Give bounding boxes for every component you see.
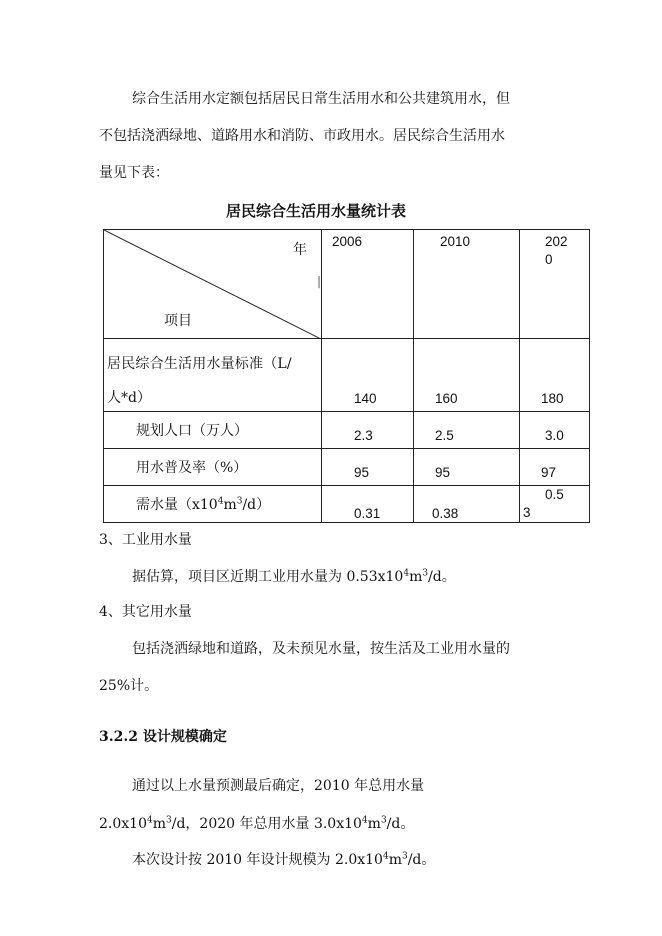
cell-value: 160 bbox=[414, 339, 520, 412]
section-4-heading: 4、其它用水量 bbox=[99, 604, 192, 620]
table-header-row bbox=[104, 230, 590, 339]
section-322-heading: 3.2.2 设计规模确定 bbox=[99, 729, 227, 745]
section-322-p1-line-2: $2.0x10^4m^3/d$，2020 年总用水量 $3.0x10^4m^3/d$。 bbox=[99, 815, 415, 832]
cell-value: 0.31 bbox=[322, 486, 414, 523]
cell-value: 95 bbox=[322, 449, 414, 486]
intro-line-3: 量见下表： bbox=[99, 165, 169, 181]
header-year-2010: 2010 bbox=[414, 230, 520, 339]
cell-value: 97 bbox=[520, 449, 590, 486]
section-322-p2: 本次设计按 2010 年设计规模为 $2.0x10^4m^3/d$。 bbox=[132, 851, 436, 868]
cell-value: 140 bbox=[322, 339, 414, 412]
cell-value: 3.0 bbox=[520, 412, 590, 449]
water-usage-table bbox=[103, 229, 590, 523]
header-year-2006: 2006 bbox=[322, 230, 414, 339]
row-label-coverage: 用水普及率（%） bbox=[104, 449, 322, 486]
section-3-text: 据估算，项目区近期工业用水量为 $0.53x10^4m^3/d$。 bbox=[132, 568, 456, 585]
intro-line-1: 综合生活用水定额包括居民日常生活用水和公共建筑用水，但 bbox=[132, 91, 510, 107]
header-item-label: 项目 bbox=[164, 313, 192, 329]
row-label-demand: 需水量$(x10^4m^3/d)$ bbox=[104, 486, 322, 523]
cell-value: 0.38 bbox=[414, 486, 520, 523]
intro-line-2: 不包括浇洒绿地、道路用水和消防、市政用水。居民综合生活用水 bbox=[99, 128, 505, 144]
section-4-line-1: 包括浇洒绿地和道路，及未预见水量，按生活及工业用水量的 bbox=[132, 641, 510, 657]
diagonal-line bbox=[104, 230, 321, 339]
table-row bbox=[104, 449, 590, 486]
section-322-p1-line-1: 通过以上水量预测最后确定，2010 年总用水量 bbox=[132, 778, 425, 794]
header-diagonal-cell bbox=[104, 230, 322, 339]
section-3-heading: 3、工业用水量 bbox=[99, 532, 192, 548]
cell-value: 180 bbox=[520, 339, 590, 412]
header-year-2020: 202 0 bbox=[520, 230, 590, 339]
header-stray-mark: | bbox=[317, 274, 322, 288]
row-label-standard: 居民综合生活用水量标准（L/ 人*d） bbox=[104, 339, 322, 412]
table-title: 居民综合生活用水量统计表 bbox=[226, 202, 407, 220]
table-row bbox=[104, 486, 590, 523]
row-label-population: 规划人口（万人） bbox=[104, 412, 322, 449]
section-4-line-2: 25%计。 bbox=[99, 678, 159, 694]
cell-value: 95 bbox=[414, 449, 520, 486]
table-row bbox=[104, 412, 590, 449]
header-year-label: 年 bbox=[293, 242, 307, 258]
cell-value: 2.3 bbox=[322, 412, 414, 449]
table-row bbox=[104, 339, 590, 412]
cell-value: 2.5 bbox=[414, 412, 520, 449]
cell-value: 0.5 3 bbox=[520, 486, 590, 523]
